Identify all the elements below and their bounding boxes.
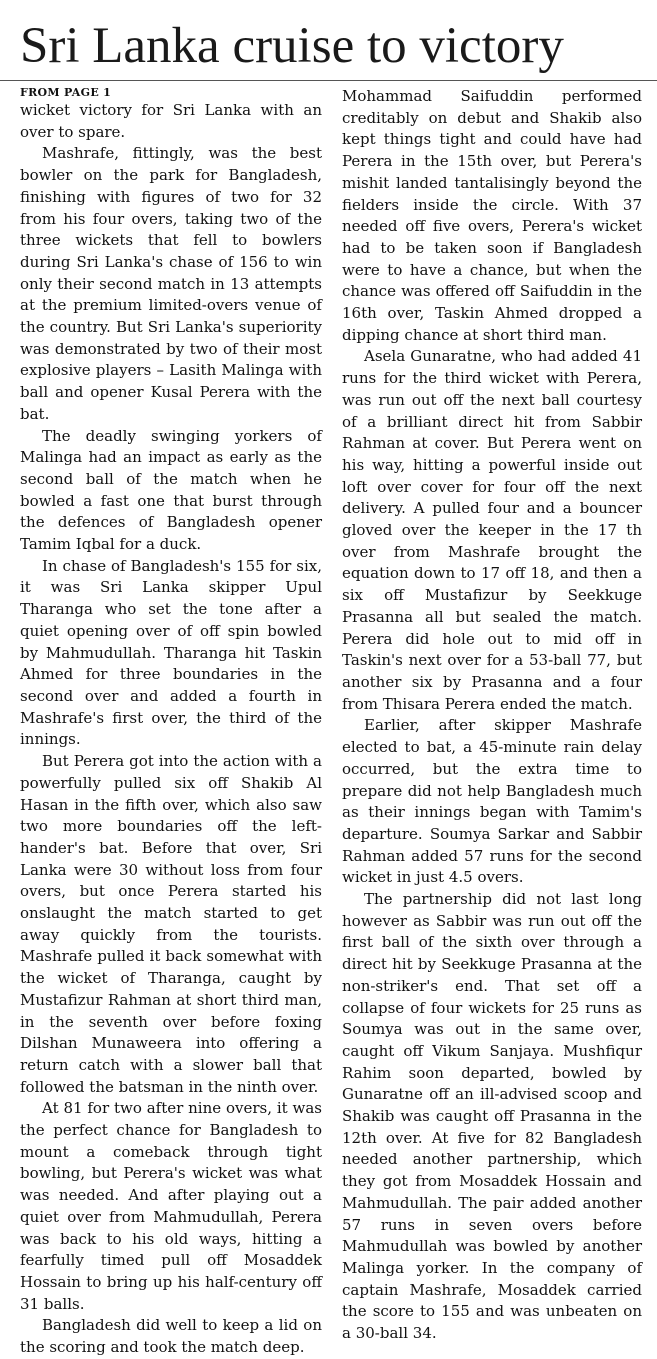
headline-divider <box>0 80 657 81</box>
headline: Sri Lanka cruise to victory <box>20 18 564 74</box>
paragraph: At 81 for two after nine overs, it was the perfect chance for Bangladesh to mount a comeback through tight bowling, but Perera's wicket was what was needed. And after playing out a quiet over from Mahmudullah, Perera was back to his old ways, hitting a fearfully timed pull off Mosaddek Hossain to bring up his half-century off 31 balls. <box>20 1099 322 1313</box>
kicker: FROM PAGE 1 <box>20 86 112 99</box>
paragraph: Mashrafe, fittingly, was the best bowler on the park for Bangladesh, finishing with figures of two for 32 from his four overs, taking two of the three wickets that fell to bowlers during Sri Lanka's chase of 156 to win only their second match in 13 attempts at the premium limited-overs venue of the country. But Sri Lanka's superiority was demonstrated by two of their most explosive players – Lasith Malinga with ball and opener Kusal Perera with the bat. <box>20 144 322 423</box>
paragraph: Earlier, after skipper Mashrafe elected to bat, a 45-minute rain delay occurred, but the extra time to prepare did not help Bangladesh much as their innings began with Tamim's departure. Soumya Sarkar and Sabbir Rahman added 57 runs for the second wicket in just 4.5 overs. <box>342 716 642 887</box>
right-column <box>342 86 642 1345</box>
paragraph: wicket victory for Sri Lanka with an over to spare. <box>20 101 322 141</box>
paragraph: Mohammad Saifuddin performed creditably on debut and Shakib also kept things tight and could have had Perera in the 15th over, but Perera's mishit landed tantalisingly beyond the fielders inside the circle. With 37 needed off five overs, Perera's wicket had to be taken soon if Bangladesh were to have a chance, but when the chance was offered off Saifuddin in the 16th over, Taskin Ahmed dropped a dipping chance at short third man. <box>342 87 642 344</box>
paragraph: Asela Gunaratne, who had added 41 runs for the third wicket with Perera, was run out off the next ball courtesy of a brilliant direct hit from Sabbir Rahman at cover. But Perera went on his way, hitting a powerful inside out loft over cover for four off the next delivery. A pulled four and a bouncer gloved over the keeper in the 17 th over from Mashrafe brought the equation down to 17 off 18, and then a six off Mustafizur by Seekkuge Prasanna all but sealed the match. Perera did hole out to mid off in Taskin's next over for a 53-ball 77, but another six by Prasanna and a four from Thisara Perera ended the match. <box>342 347 642 713</box>
paragraph: The deadly swinging yorkers of Malinga had an impact as early as the second ball of the match when he bowled a fast one that burst through the defences of Bangladesh opener Tamim Iqbal for a duck. <box>20 426 322 554</box>
paragraph: Bangladesh did well to keep a lid on the scoring and took the match deep. <box>20 1316 322 1357</box>
paragraph: But Perera got into the action with a powerfully pulled six off Shakib Al Hasan in the fifth over, which also saw two more boundaries off the left-hander's bat. Before that over, Sri Lanka were 30 without loss from four overs, but once Perera started his onslaught the match started to get away quickly from the tourists. Mashrafe pulled it back somewhat with the wicket of Tharanga, caught by Mustafizur Rahman at short third man, in the seventh over before foxing Dilshan Munaweera into offering a return catch with a slower ball that followed the batsman in the ninth over. <box>20 752 322 1096</box>
left-column <box>20 86 322 1359</box>
paragraph: In chase of Bangladesh's 155 for six, it was Sri Lanka skipper Upul Tharanga who set the tone after a quiet opening over of off spin bowled by Mahmudullah. Tharanga hit Taskin Ahmed for three boundaries in the second over and added a fourth in Mashrafe's first over, the third of the innings. <box>20 556 322 749</box>
paragraph: The partnership did not last long however as Sabbir was run out off the first ball of the sixth over through a direct hit by Seekkuge Prasanna at the non-striker's end. That set off a collapse of four wickets for 25 runs as Soumya was out in the same over, caught off Vikum Sanjaya. Mushfiqur Rahim soon departed, bowled by Gunaratne off an ill-advised scoop and Shakib was caught off Prasanna in the 12th over. At five for 82 Bangladesh needed another partnership, which they got from Mosaddek Hossain and Mahmudullah. The pair added another 57 runs in seven overs before Mahmudullah was bowled by another Malinga yorker. In the company of captain Mashrafe, Mosaddek carried the score to 155 and was unbeaten on a 30-ball 34. <box>342 890 642 1343</box>
